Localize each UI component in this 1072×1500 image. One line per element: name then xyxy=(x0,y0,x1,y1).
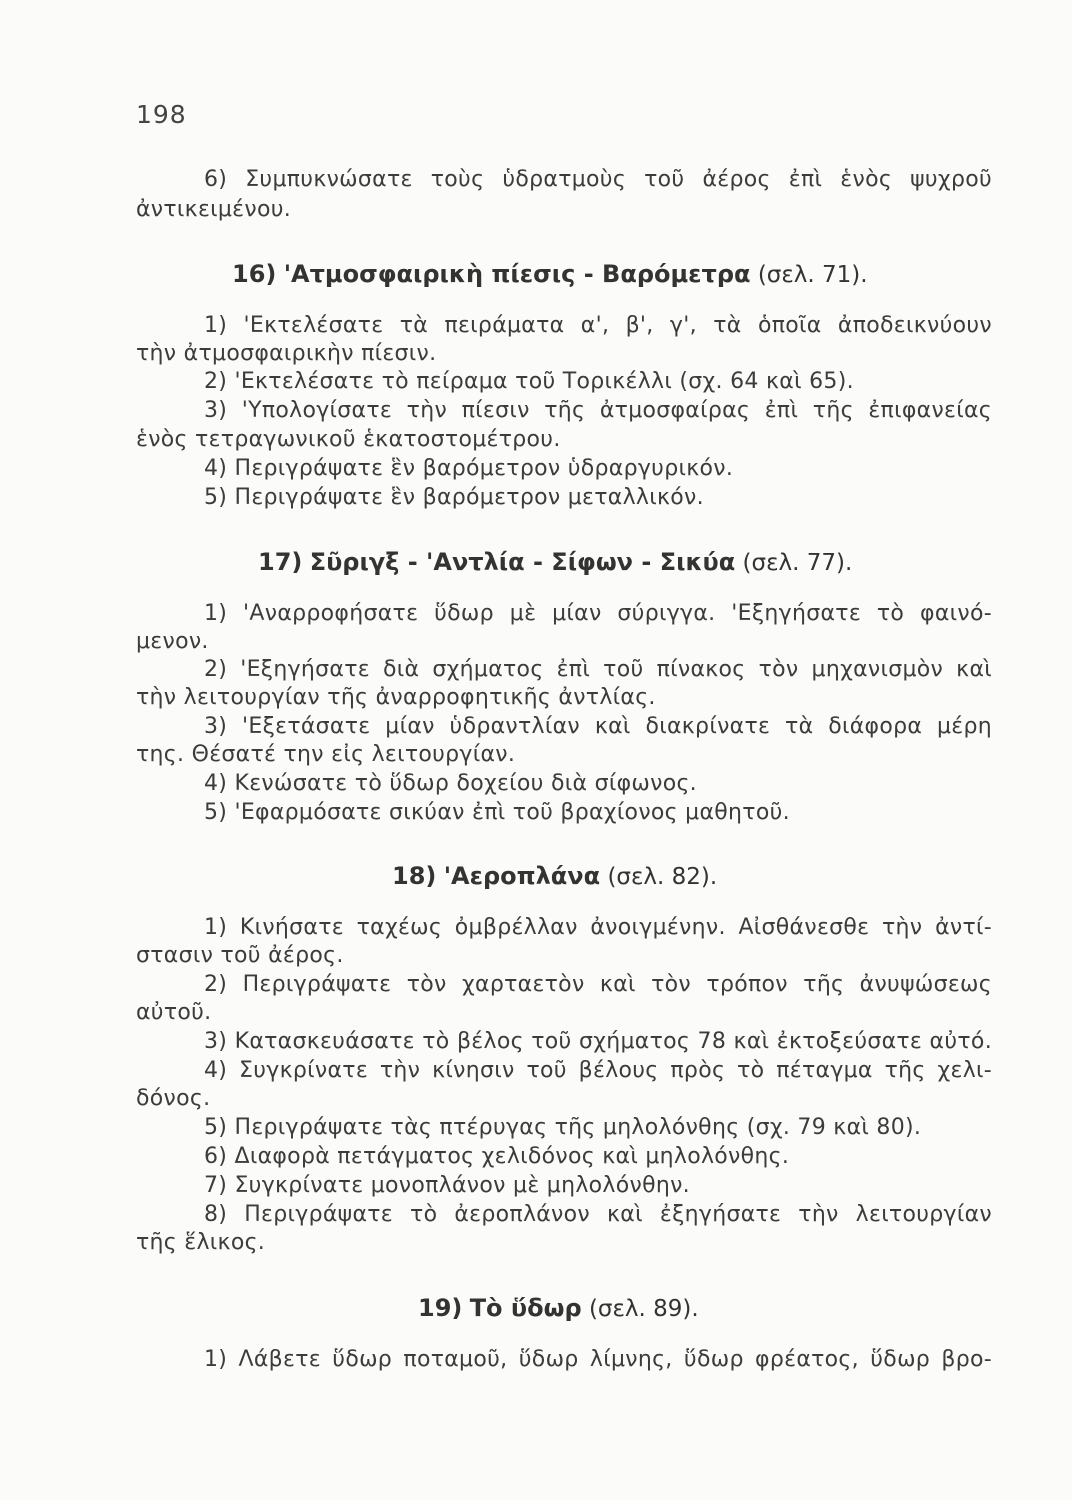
paragraph-line: της. Θέσατέ την εἰς λειτουργίαν. xyxy=(136,742,516,767)
paragraph-line: 3) 'Εξετάσατε μίαν ὑδραντλίαν καὶ διακρίνατε τὰ διάφορα μέρη xyxy=(204,714,992,739)
section-title: 'Ατμοσφαιρικὴ πίεσις - Βαρόμετρα xyxy=(283,260,751,288)
paragraph-line: 5) Περιγράψατε ἓν βαρόμετρον μεταλλικόν. xyxy=(204,485,704,510)
paragraph-line: τῆς ἕλικος. xyxy=(136,1230,266,1255)
paragraph-line: 3) 'Υπολογίσατε τὴν πίεσιν τῆς ἀτμοσφαίρας ἐπὶ τῆς ἐπιφανείας xyxy=(204,398,992,423)
paragraph-line: 3) Κατασκευάσατε τὸ βέλος τοῦ σχήματος 78 καὶ ἐκτοξεύσατε αὐτό. xyxy=(204,1029,992,1054)
section-heading xyxy=(418,1292,699,1325)
paragraph-line: αὐτοῦ. xyxy=(136,1000,212,1025)
paragraph-line: 1) 'Αναρροφήσατε ὕδωρ μὲ μίαν σύριγγα. 'Εξηγήσατε τὸ φαινό- xyxy=(204,601,992,626)
section-page-ref: (σελ. 71). xyxy=(757,262,868,288)
section-number: 16) xyxy=(232,260,277,288)
section-title: Σῦριγξ - 'Αντλία - Σίφων - Σικύα xyxy=(309,548,736,576)
intro-line: 6) Συμπυκνώσατε τοὺς ὑδρατμοὺς τοῦ ἀέρος ἐπὶ ἑνὸς ψυχροῦ xyxy=(204,167,992,192)
section-number: 19) xyxy=(418,1294,463,1322)
paragraph-line: στασιν τοῦ ἀέρος. xyxy=(136,943,344,968)
section-heading xyxy=(392,860,717,893)
page-number: 198 xyxy=(136,100,187,129)
section-heading xyxy=(232,258,868,291)
section-number: 18) xyxy=(392,862,437,890)
paragraph-line: 4) Περιγράψατε ἓν βαρόμετρον ὑδραργυρικόν. xyxy=(204,456,734,481)
paragraph-line: 4) Κενώσατε τὸ ὕδωρ δοχείου διὰ σίφωνος. xyxy=(204,771,697,796)
section-heading xyxy=(258,546,852,579)
paragraph-line: 8) Περιγράψατε τὸ ἀεροπλάνον καὶ ἐξηγήσατε τὴν λειτουργίαν xyxy=(204,1202,992,1227)
section-title: 'Αεροπλάνα xyxy=(443,862,601,890)
section-page-ref: (σελ. 82). xyxy=(607,864,718,890)
paragraph-line: 1) 'Εκτελέσατε τὰ πειράματα α', β', γ', τὰ ὁποῖα ἀποδεικνύουν xyxy=(204,313,992,338)
paragraph-line: 2) Περιγράψατε τὸν χαρταετὸν καὶ τὸν τρόπον τῆς ἀνυψώσεως xyxy=(204,972,992,997)
paragraph-line: 4) Συγκρίνατε τὴν κίνησιν τοῦ βέλους πρὸς τὸ πέταγμα τῆς χελι- xyxy=(204,1058,992,1083)
section-number: 17) xyxy=(258,548,303,576)
paragraph-line: τὴν ἀτμοσφαιρικὴν πίεσιν. xyxy=(136,341,437,366)
paragraph-line: 1) Κινήσατε ταχέως ὀμβρέλλαν ἀνοιγμένην. Αἰσθάνεσθε τὴν ἀντί- xyxy=(204,915,992,940)
paragraph-line: 6) Διαφορὰ πετάγματος χελιδόνος καὶ μηλολόνθης. xyxy=(204,1144,790,1169)
paragraph-line: τὴν λειτουργίαν τῆς ἀναρροφητικῆς ἀντλίας. xyxy=(136,685,656,710)
section-page-ref: (σελ. 77). xyxy=(742,550,853,576)
paragraph-line: 2) 'Εκτελέσατε τὸ πείραμα τοῦ Τορικέλλι (σχ. 64 καὶ 65). xyxy=(204,369,854,394)
paragraph-line: 5) Περιγράψατε τὰς πτέρυγας τῆς μηλολόνθης (σχ. 79 καὶ 80). xyxy=(204,1115,922,1140)
paragraph-line: ἑνὸς τετραγωνικοῦ ἑκατοστομέτρου. xyxy=(136,427,561,452)
section-title: Τὸ ὕδωρ xyxy=(469,1294,582,1322)
paragraph-line: δόνος. xyxy=(136,1086,211,1111)
paragraph-line: μενον. xyxy=(136,629,209,654)
paragraph-line: 5) 'Εφαρμόσατε σικύαν ἐπὶ τοῦ βραχίονος μαθητοῦ. xyxy=(204,800,790,825)
paragraph-line: 7) Συγκρίνατε μονοπλάνον μὲ μηλολόνθην. xyxy=(204,1173,690,1198)
paragraph-line: 1) Λάβετε ὕδωρ ποταμοῦ, ὕδωρ λίμνης, ὕδωρ φρέατος, ὕδωρ βρο- xyxy=(204,1347,992,1372)
paragraph-line: 2) 'Εξηγήσατε διὰ σχήματος ἐπὶ τοῦ πίνακος τὸν μηχανισμὸν καὶ xyxy=(204,657,992,682)
section-page-ref: (σελ. 89). xyxy=(588,1296,699,1322)
intro-line: ἀντικειμένου. xyxy=(136,197,292,222)
